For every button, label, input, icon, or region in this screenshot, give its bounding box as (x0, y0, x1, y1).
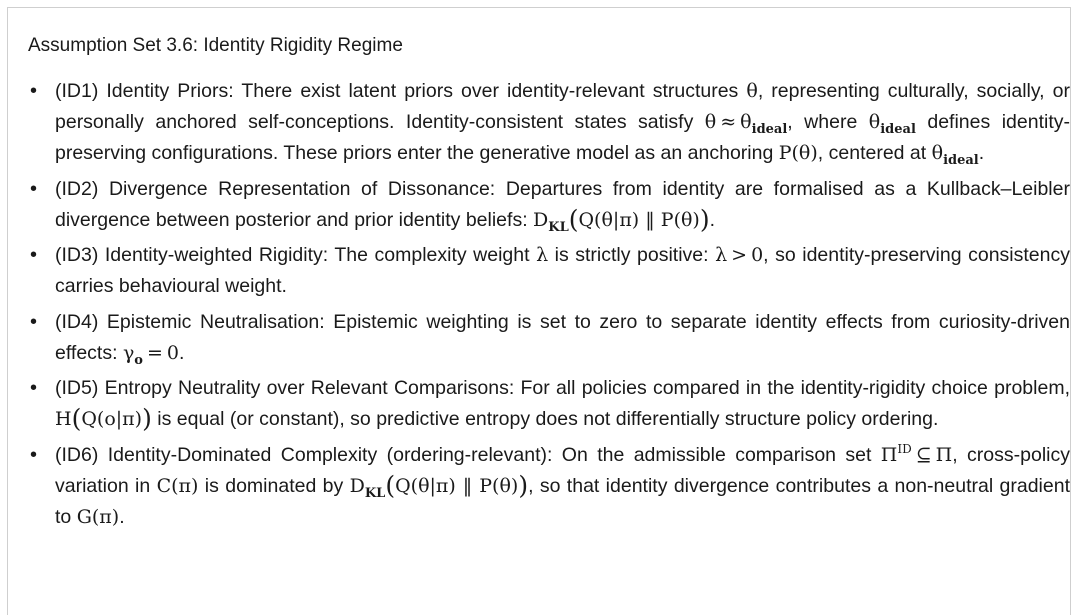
math-p-theta: P(θ) (778, 142, 818, 164)
item-label: (ID6) Identity-Dominated Complexity (ordering-relevant): (55, 443, 553, 466)
math-kl-divergence-2: $D_{KL}(Q(\theta|\pi)$ ‖ P(θ)) (349, 470, 529, 501)
math-lambda: λ (536, 244, 549, 266)
math-theta-ideal-2: $\theta_{ideal}$ (931, 142, 979, 168)
item-label: (ID1) Identity Priors: (55, 80, 234, 102)
list-item-id6: • (ID6) Identity-Dominated Complexity (ordering-relevant): On the admissible comparison set $\Pi^{ID}$ ⊆ Π, cross-policy variation in C(π) is dominated by $D_{KL}(Q(\theta|\pi)$ ‖ P(θ)), so that identity divergence contributes a non-neutral gradient to G(π). (28, 440, 1070, 533)
math-theta-approx-ideal: $\theta \approx \theta_{ideal}$ (704, 111, 788, 137)
item-label: (ID3) Identity-weighted Rigidity: (55, 244, 329, 266)
list-item-id3: • (ID3) Identity-weighted Rigidity: The complexity weight λ is strictly positive: λ > 0, so identity-preserving consistency carries behavioural weight. (28, 240, 1070, 302)
assumption-title: Assumption Set 3.6: Identity Rigidity Regime (28, 35, 403, 56)
list-item-id2: • (ID2) Divergence Representation of Dissonance: Departures from identity are formalised as a Kullback–Leibler divergence between posterior and prior identity beliefs: $D_{KL}(Q(\theta|\pi)$ ‖ P(θ)). (28, 174, 1070, 236)
item-label: (ID5) Entropy Neutrality over Relevant Comparisons: (55, 377, 515, 399)
assumption-box (7, 7, 1071, 615)
list-item-id5: • (ID5) Entropy Neutrality over Relevant Comparisons: For all policies compared in the identity-rigidity choice problem, H(Q(o|π)) is equal (or constant), so predictive entropy does not differentially structure policy ordering. (28, 373, 1070, 435)
item-label: (ID4) Epistemic Neutralisation: (55, 310, 325, 333)
math-kl-divergence: $D_{KL}(Q(\theta|\pi)$ ‖ P(θ)) (533, 204, 710, 235)
math-lambda-positive: λ > 0 (715, 244, 764, 266)
list-item-id4: • (ID4) Epistemic Neutralisation: Epistemic weighting is set to zero to separate identity effects from curiosity-driven effects: $\gamma_o = 0$. (28, 307, 1070, 369)
math-g-pi: G(π) (76, 505, 120, 528)
math-pi-id-subset: $\Pi^{ID}$ ⊆ Π (880, 441, 953, 466)
list-item-id1: • (ID1) Identity Priors: There exist latent priors over identity-relevant structures θ, representing culturally, socially, or personally anchored self-conceptions. Identity-consistent states satisfy $\theta \approx \theta_{ideal}$, where $\theta_{ideal}$ defines identity-preserving configurations. These priors enter the generative model as an anchoring P(θ), centered at $\theta_{ideal}$. (28, 76, 1070, 169)
math-c-pi: C(π) (156, 474, 199, 497)
math-theta-ideal: $\theta_{ideal}$ (868, 111, 916, 137)
assumption-list (28, 76, 1070, 537)
math-gamma-zero: $\gamma_o = 0$ (122, 341, 179, 368)
math-entropy: H(Q(o|π)) (55, 404, 152, 433)
math-theta: θ (746, 80, 758, 102)
item-label: (ID2) Divergence Representation of Dissonance: (55, 177, 496, 200)
